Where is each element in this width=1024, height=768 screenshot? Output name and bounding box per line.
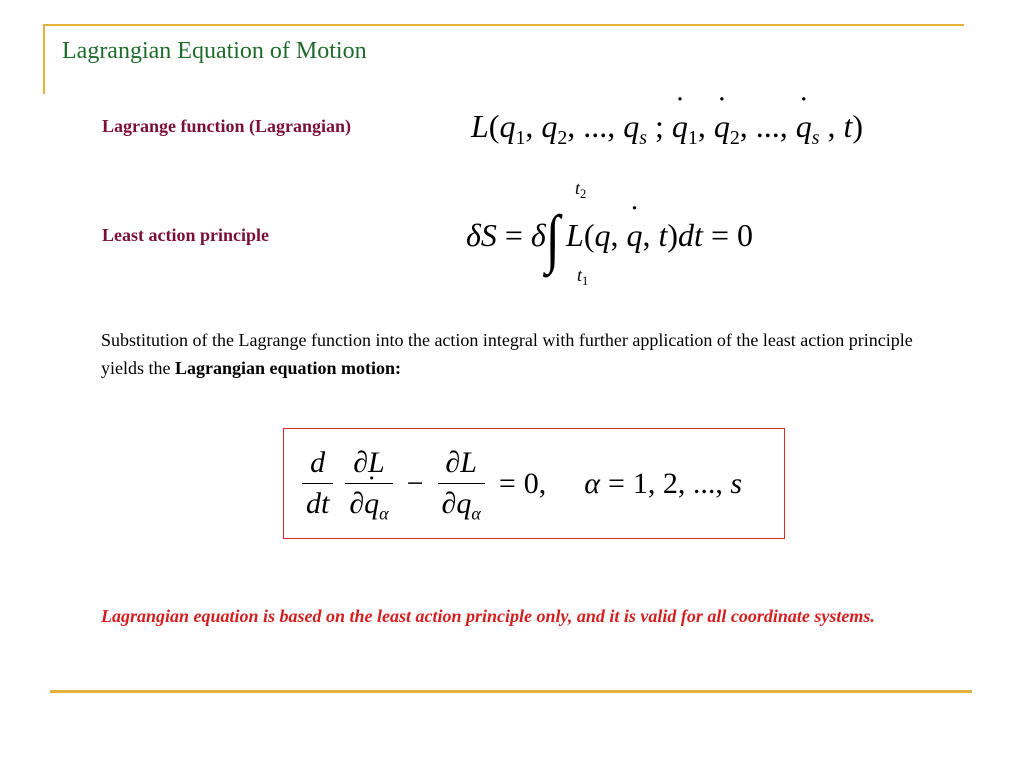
body-paragraph — [101, 326, 921, 382]
lagrangian-equation: $L(q_1$, $q_2$, ..., $q_s$ ; ˙ $q_1$, ˙ $q_2$, ..., ˙ $q_s$ , t) — [471, 108, 863, 145]
integral-sign: ∫ — [545, 203, 561, 276]
body-text: Substitution of the Lagrange function into the action integral with further application of the least action principle yields the — [101, 330, 913, 378]
fraction-dL-dqdot: $\frac{\partial L}{\partial˙ q_\alpha}$ — [345, 446, 392, 522]
integral-upper-limit: $t_2$ — [575, 178, 587, 201]
slide-frame-bottom-line — [50, 690, 972, 693]
integral-lower-limit: $t_1$ — [577, 265, 589, 288]
euler-lagrange-equation: $\frac{d}{dt}$ $\frac{\partial L}{\partial˙ q_\alpha}$ − $\frac{\partial L}{\partial q_\alpha}$ = 0, α = 1, 2, ..., s — [284, 429, 784, 538]
slide-title: Lagrangian Equation of Motion — [62, 38, 367, 64]
conclusion-note: Lagrangian equation is based on the least action principle only, and it is valid for all coordinate systems. — [101, 606, 875, 626]
fraction-dL-dq: $\frac{\partial L}{\partial q_\alpha}$ — [438, 446, 485, 522]
least-action-equation: δS = δ∫ L(q, ˙ q, t)dt = 0 — [466, 210, 753, 269]
slide-frame-top-line — [43, 24, 964, 26]
lagrange-function-label: Lagrange function (Lagrangian) — [102, 116, 352, 136]
slide-frame-left-line — [43, 24, 45, 94]
least-action-label: Least action principle — [102, 225, 269, 245]
fraction-d-dt: $\frac{d}{dt}$ — [302, 446, 333, 522]
body-text-bold: Lagrangian equation motion: — [175, 358, 402, 378]
euler-lagrange-equation-box — [283, 428, 785, 539]
